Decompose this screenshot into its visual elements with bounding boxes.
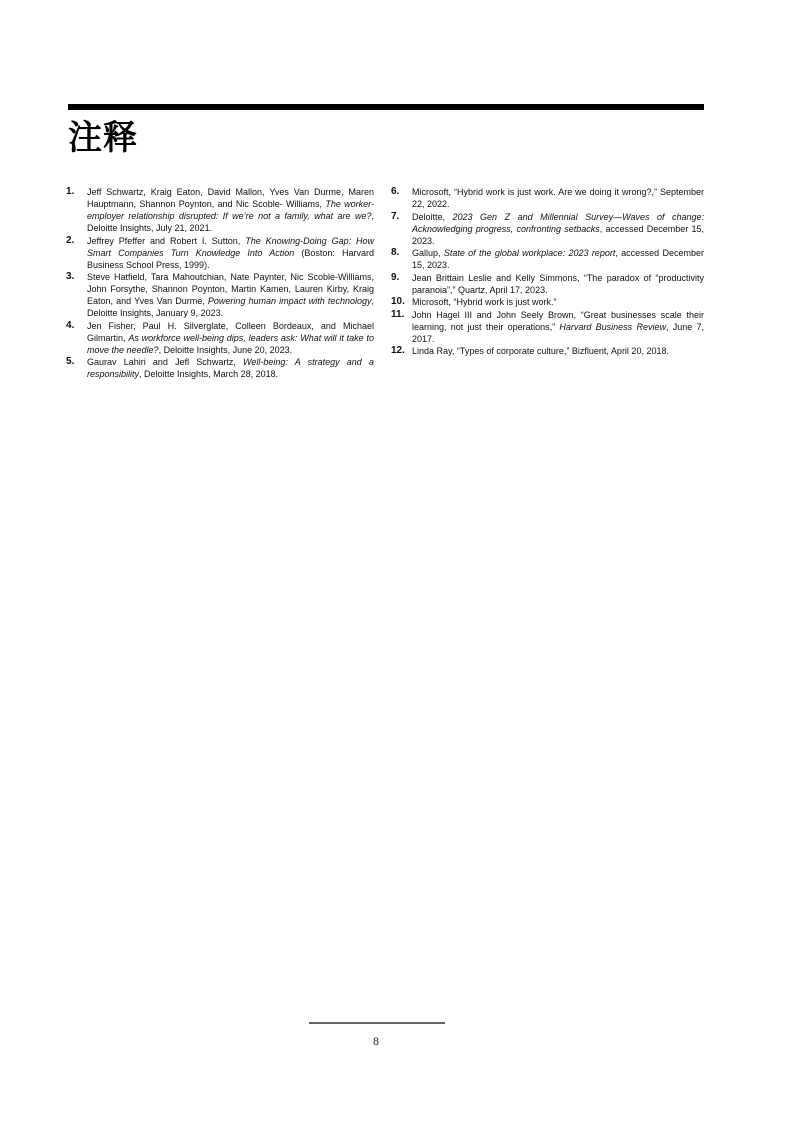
endnote-text-segment: Microsoft, “Hybrid work is just work. Are we doing it wrong?,” September 22, 2022. [412, 187, 704, 209]
page-number: 8 [373, 1034, 379, 1048]
endnote-item [391, 272, 704, 296]
endnote-text [412, 345, 704, 357]
endnote-text [87, 271, 374, 319]
endnote-text-segment: Steve Hatfield, Tara Mahoutchian, Nate Paynter, Nic Scoble-Williams, John Forsythe, Shannon Poynton, Martin Kamen, Lauren Kirby, Kraig Eaton, and Yves Van Durme, [87, 272, 374, 306]
endnote-text-segment: , June 7, 2017. [412, 321, 704, 344]
endnote-italic-title: Harvard Business Review [559, 321, 666, 332]
endnote-item [66, 186, 374, 234]
footer-rule [309, 1022, 445, 1024]
endnote-number: 12. [391, 345, 405, 356]
endnote-text [412, 296, 704, 308]
endnote-italic-title: The worker-employer relationship disrupted: If we’re not a family, what are we? [87, 199, 374, 221]
endnote-number: 5. [66, 356, 75, 367]
endnote-number: 7. [391, 210, 400, 222]
endnote-text-segment: , Deloitte Insights, July 21, 2021. [87, 211, 374, 233]
endnote-item [391, 247, 704, 271]
endnote-text-segment: (Boston: Harvard Business School Press, 1999). [87, 247, 374, 270]
endnote-text-segment: , Deloitte Insights, January 9, 2023. [87, 296, 374, 318]
endnote-item [391, 345, 704, 357]
endnote-text-segment: , accessed December 15, 2023. [412, 248, 704, 270]
endnote-text-segment: Gallup, [412, 248, 444, 258]
endnote-number: 9. [391, 271, 400, 283]
endnote-text-segment: Microsoft, “Hybrid work is just work.” [412, 297, 557, 307]
endnote-text [87, 235, 374, 271]
endnote-item [66, 356, 374, 380]
endnote-italic-title: The Knowing-Doing Gap: How Smart Companies Turn Knowledge Into Action [87, 235, 375, 258]
endnote-text-segment: Gaurav Lahiri and Jefl Schwartz, [87, 357, 244, 367]
endnote-number: 8. [391, 247, 400, 258]
endnote-text-segment: , Deloitte Insights, March 28, 2018. [139, 369, 279, 379]
endnote-text-segment: Jeff Schwartz, Kraig Eaton, David Mallon, Yves Van Durme, Maren Hauptmann, Shannon Poynton, and Nic Scoble- Williams, [87, 187, 374, 209]
endnote-number: 6. [391, 186, 400, 197]
notes-list-right [391, 186, 704, 358]
page-title: 注释 [68, 118, 138, 158]
endnote-text [412, 309, 704, 345]
endnote-item [391, 309, 704, 345]
endnote-number: 3. [66, 271, 75, 282]
endnote-text [87, 320, 374, 356]
endnote-text [412, 247, 704, 271]
endnote-italic-title: As workforce well-being dips, leaders ask: What will it take to move the needle? [87, 332, 374, 355]
endnote-text [87, 186, 374, 234]
endnote-text [412, 186, 704, 210]
endnote-italic-title: State of the global workplace: 2023 report [443, 248, 616, 258]
endnote-italic-title: 2023 Gen Z and Millennial Survey—Waves of change: Acknowledging progress, confronting setbacks [412, 211, 704, 234]
endnote-text-segment: , accessed December 15, 2023. [412, 223, 704, 246]
endnote-number: 11. [391, 308, 405, 320]
endnote-text [87, 356, 374, 380]
endnote-number: 4. [66, 319, 75, 331]
endnote-number: 2. [66, 234, 75, 246]
endnote-item [66, 320, 374, 356]
endnote-text [412, 211, 704, 247]
endnote-text-segment: , Deloitte Insights, June 20, 2023. [158, 344, 293, 355]
endnote-italic-title: Powering human impact with technology [207, 296, 372, 306]
endnote-text-segment: Jen Fisher, Paul H. Silverglate, Colleen Bordeaux, and Michael Gilmartin, [87, 320, 374, 343]
endnote-item [66, 235, 374, 271]
endnote-italic-title: Well-being: A strategy and a responsibility [87, 357, 375, 379]
notes-list-left [66, 186, 374, 381]
endnote-text-segment: Jeffrey Pfeffer and Robert I. Sutton, [87, 235, 246, 246]
endnote-item [391, 186, 704, 210]
endnote-item [391, 296, 704, 308]
endnote-text-segment: Linda Ray, “Types of corporate culture,” Bizfluent, April 20, 2018. [412, 346, 669, 356]
header-rule [68, 104, 704, 110]
endnote-item [391, 211, 704, 247]
endnote-text-segment: Deloitte, [412, 211, 453, 222]
endnote-text [412, 272, 704, 296]
endnote-text-segment: Jean Brittain Leslie and Kelly Simmons, “The paradox of “productivity paranoia”,” Quartz, April 17, 2023. [412, 272, 704, 295]
endnote-number: 1. [66, 186, 75, 197]
endnote-number: 10. [391, 296, 405, 307]
endnote-item [66, 271, 374, 319]
endnote-text-segment: John Hagel III and John Seely Brown, “Great businesses scale their learning, not just their operations,” [412, 309, 704, 332]
